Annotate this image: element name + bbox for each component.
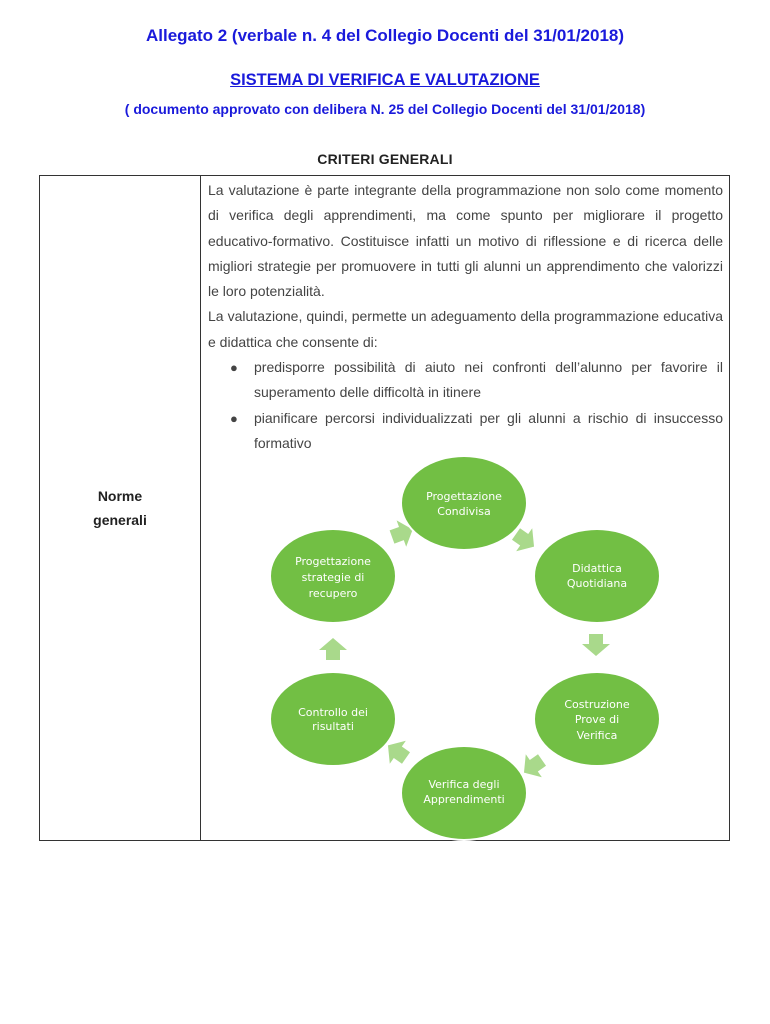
node-label: Quotidiana bbox=[566, 577, 628, 590]
document-title: Allegato 2 (verbale n. 4 del Collegio Docenti del 31/01/2018) bbox=[145, 26, 625, 45]
document-subtitle: SISTEMA DI VERIFICA E VALUTAZIONE bbox=[230, 71, 540, 89]
section-title: CRITERI GENERALI bbox=[317, 151, 453, 167]
node-label: Condivisa bbox=[437, 505, 491, 518]
paragraph-1: La valutazione è parte integrante della programmazione non solo come momento di verifica degli apprendimenti, ma come spunto per migliorare il progetto educativo-formativo. Costituisce infatti un motivo di riflessione e di ricerca delle migliori strategie per promuovere in tutti gli alunni un apprendimento che valorizzi le loro potenzialità. bbox=[208, 182, 723, 300]
node-label: Costruzione bbox=[564, 698, 630, 711]
row-label-line2: generali bbox=[93, 512, 147, 528]
node-circle bbox=[401, 456, 527, 550]
node-label: Verifica degli bbox=[428, 778, 500, 791]
cycle-node-costruzione-prove bbox=[534, 672, 660, 766]
node-label: Progettazione bbox=[295, 555, 371, 568]
row-label-line1: Norme bbox=[97, 488, 143, 504]
paragraph-2: La valutazione, quindi, permette un adeguamento della programmazione educativa e didattica che consente di: bbox=[208, 308, 723, 350]
bullet-text: predisporre possibilità di aiuto nei confronti dell’alunno per favorire il superamento delle difficoltà in itinere bbox=[254, 359, 723, 401]
cycle-node-controllo-risultati bbox=[270, 672, 396, 766]
node-label: Verifica bbox=[576, 729, 618, 742]
cycle-node-didattica-quotidiana bbox=[534, 529, 660, 623]
cycle-node-progettazione-recupero bbox=[270, 529, 396, 623]
document-note: ( documento approvato con delibera N. 25 del Collegio Docenti del 31/01/2018) bbox=[124, 101, 646, 117]
bullet-text: pianificare percorsi individualizzati per gli alunni a rischio di insuccesso formativo bbox=[254, 409, 723, 451]
bullet-icon: ● bbox=[230, 360, 238, 376]
cycle-node-verifica-apprendimenti bbox=[401, 746, 527, 840]
node-label: Apprendimenti bbox=[423, 793, 505, 806]
node-label: Didattica bbox=[572, 562, 622, 575]
node-label: risultati bbox=[312, 720, 354, 733]
arrow-icon bbox=[582, 634, 610, 656]
node-label: Controllo dei bbox=[298, 706, 368, 719]
arrow-icon bbox=[319, 638, 347, 660]
cycle-node-progettazione-condivisa bbox=[401, 456, 527, 550]
node-label: recupero bbox=[308, 587, 358, 600]
node-label: strategie di bbox=[301, 571, 365, 584]
node-label: Progettazione bbox=[426, 490, 502, 503]
node-label: Prove di bbox=[574, 713, 620, 726]
node-circle bbox=[270, 672, 396, 766]
node-circle bbox=[534, 529, 660, 623]
bullet-icon: ● bbox=[230, 410, 238, 426]
